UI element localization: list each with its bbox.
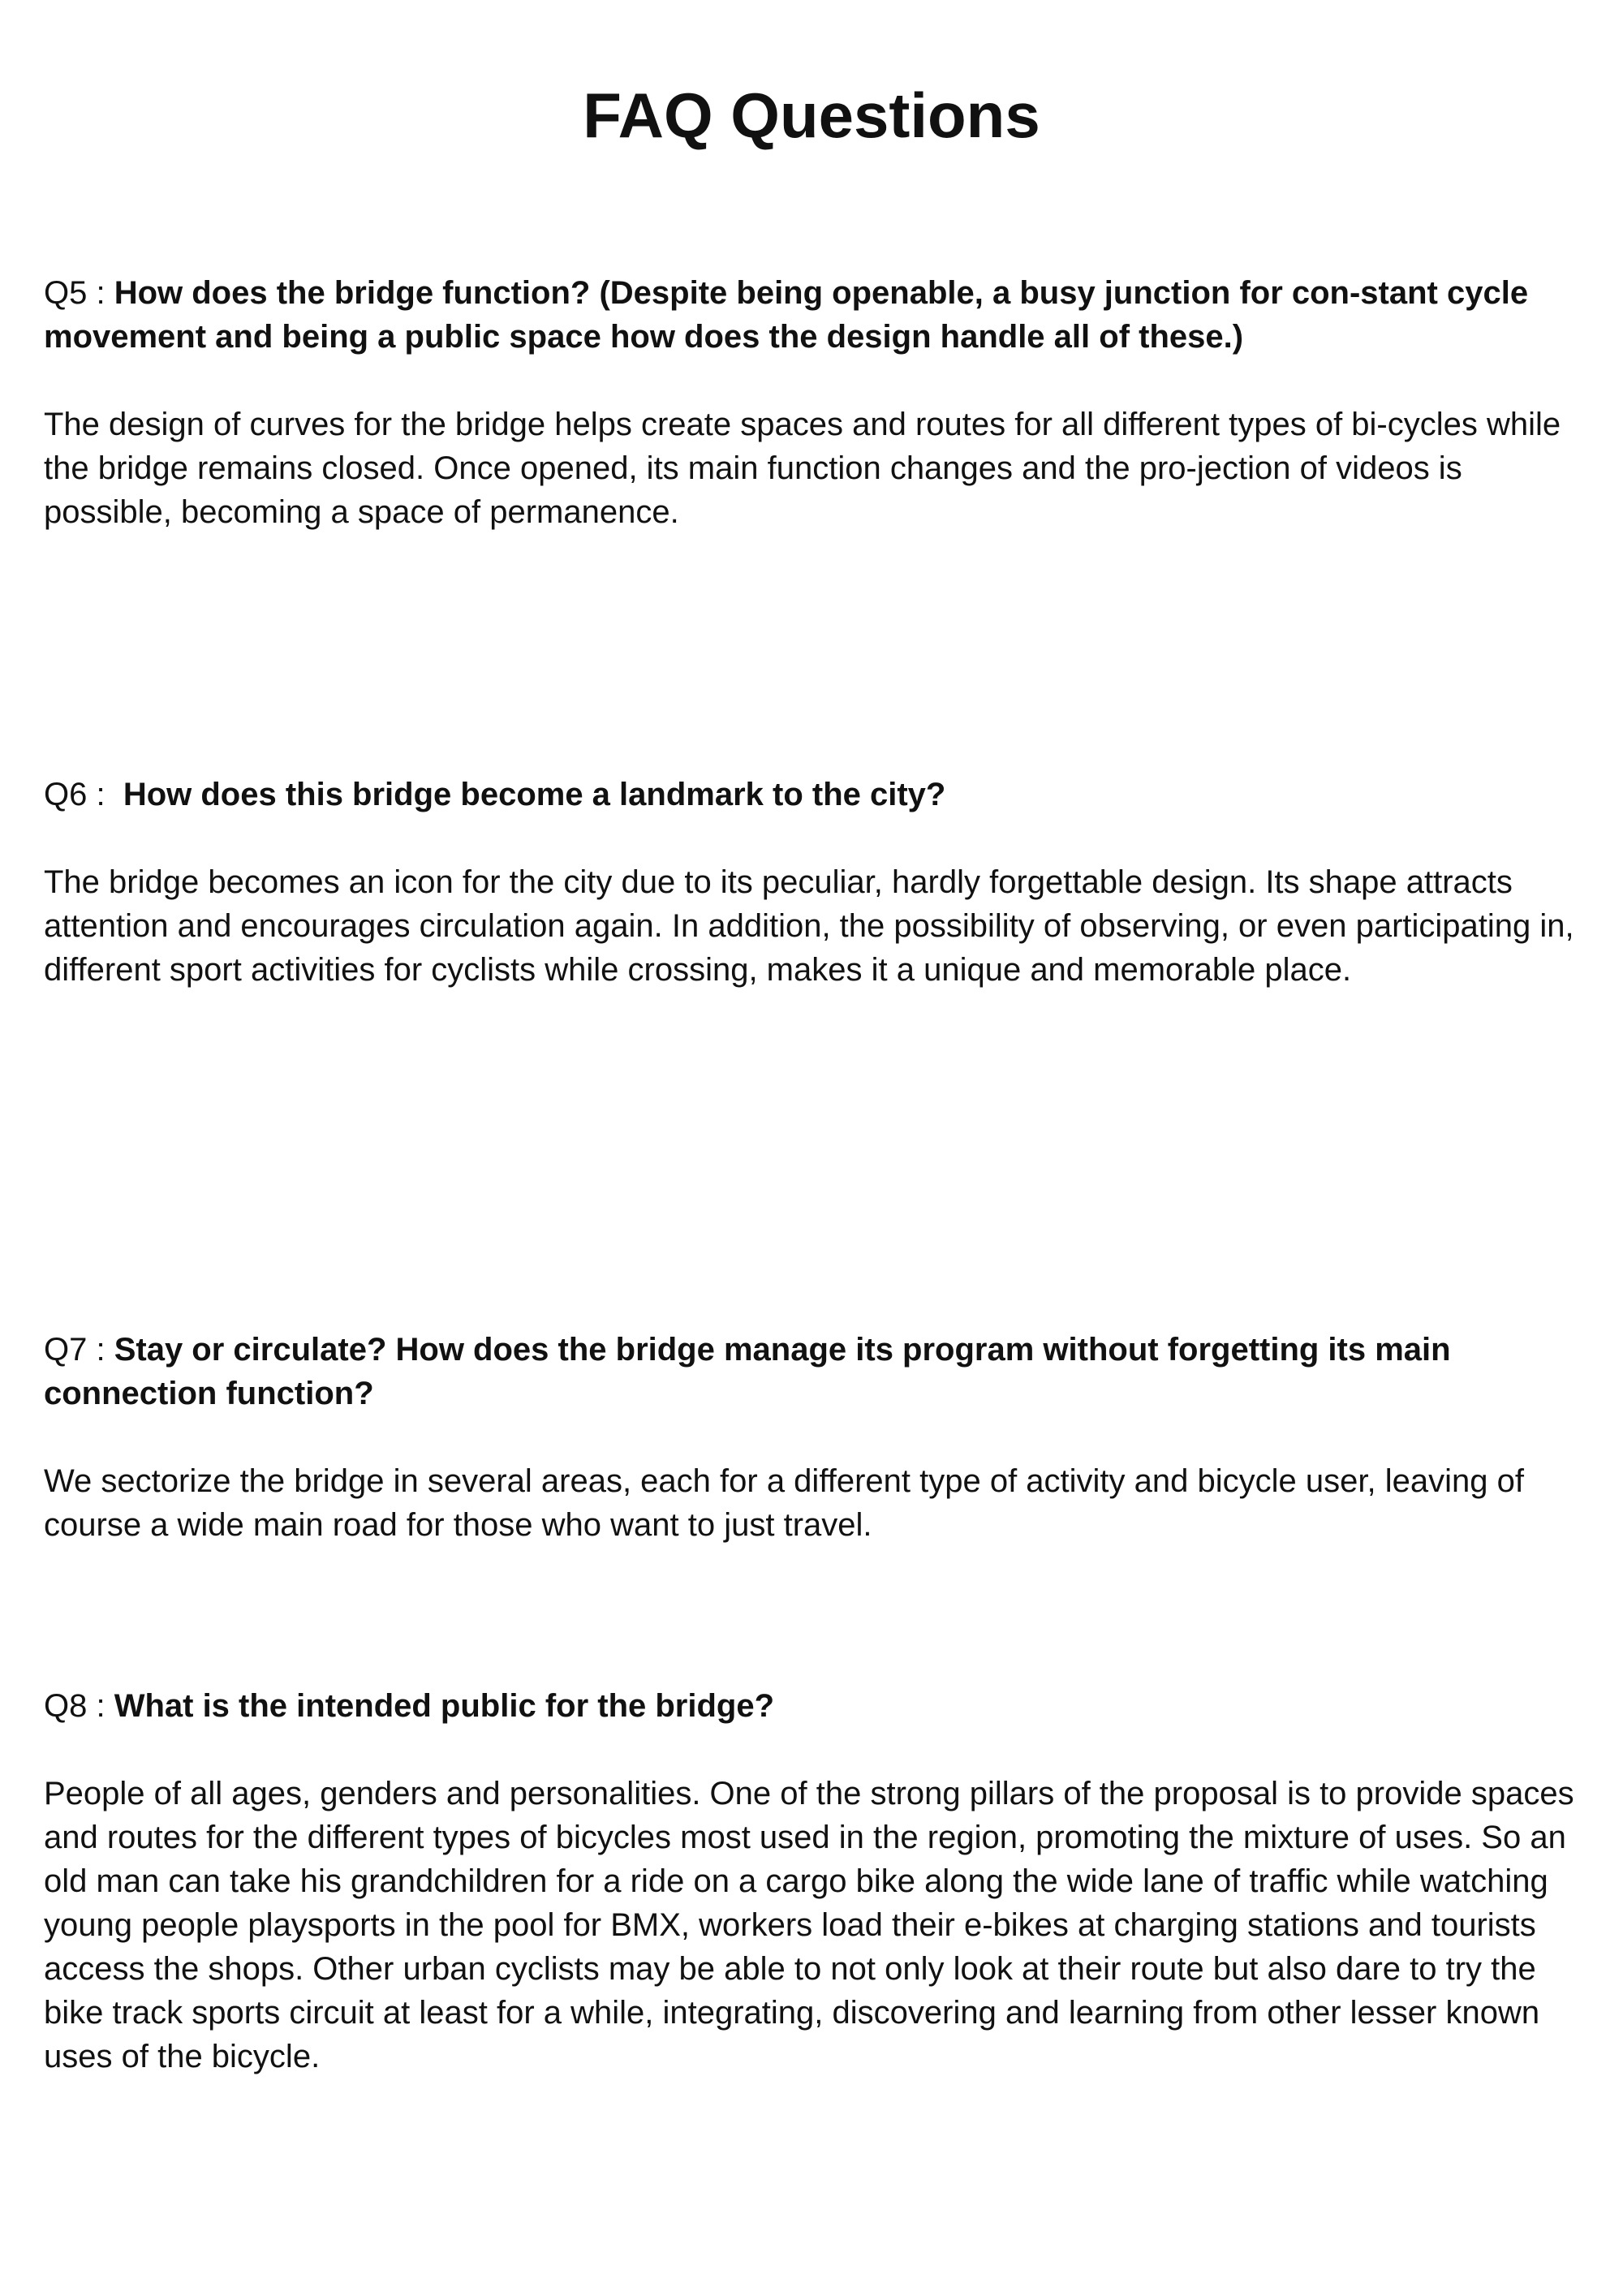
question-text: Stay or circulate? How does the bridge manage its program without forgetting its main connection function? xyxy=(44,1332,1451,1411)
faq-answer: People of all ages, genders and personalities. One of the strong pillars of the proposal is to provide spaces and routes for the different types of bicycles most used in the region, promoting the mixture of uses. So an old man can take his grandchildren for a ride on a cargo bike along the wide lane of traffic while watching young people playsports in the pool for BMX, workers load their e-bikes at charging stations and tourists access the shops. Other urban cyclists may be able to not only look at their route but also dare to try the bike track sports circuit at least for a while, integrating, discovering and learning from other lesser known uses of the bicycle. xyxy=(44,1776,1574,2074)
faq-question xyxy=(44,271,1578,359)
question-text: What is the intended public for the bridge? xyxy=(114,1688,775,1724)
faq-question xyxy=(44,1328,1578,1415)
question-number: Q8 : xyxy=(44,1688,114,1724)
faq-item-q5 xyxy=(44,271,1578,534)
faq-answer: The design of curves for the bridge helps create spaces and routes for all different types of bi-cycles while the bridge remains closed. Once opened, its main function changes and the pro-jection of videos is possible, becoming a space of permanence. xyxy=(44,407,1561,530)
question-number: Q7 : xyxy=(44,1332,114,1368)
faq-question xyxy=(44,1684,1578,1728)
question-text: How does the bridge function? (Despite being openable, a busy junction for con-stant cycle movement and being a public space how does the design handle all of these.) xyxy=(44,275,1529,355)
faq-item-q8 xyxy=(44,1684,1578,2078)
question-text: How does this bridge become a landmark to the city? xyxy=(123,777,946,812)
faq-item-q6 xyxy=(44,773,1578,992)
question-number: Q5 : xyxy=(44,275,114,311)
question-number: Q6 : xyxy=(44,777,123,812)
faq-answer: We sectorize the bridge in several areas, each for a different type of activity and bicycle user, leaving of course a wide main road for those who want to just travel. xyxy=(44,1463,1524,1543)
faq-question xyxy=(44,773,1578,816)
faq-answer: The bridge becomes an icon for the city due to its peculiar, hardly forgettable design. Its shape attracts attention and encourages circulation again. In addition, the possibility of observing, or even participating in, different sport activities for cyclists while crossing, makes it a unique and memorable place. xyxy=(44,864,1574,988)
page-title: FAQ Questions xyxy=(583,80,1040,151)
faq-item-q7 xyxy=(44,1328,1578,1547)
